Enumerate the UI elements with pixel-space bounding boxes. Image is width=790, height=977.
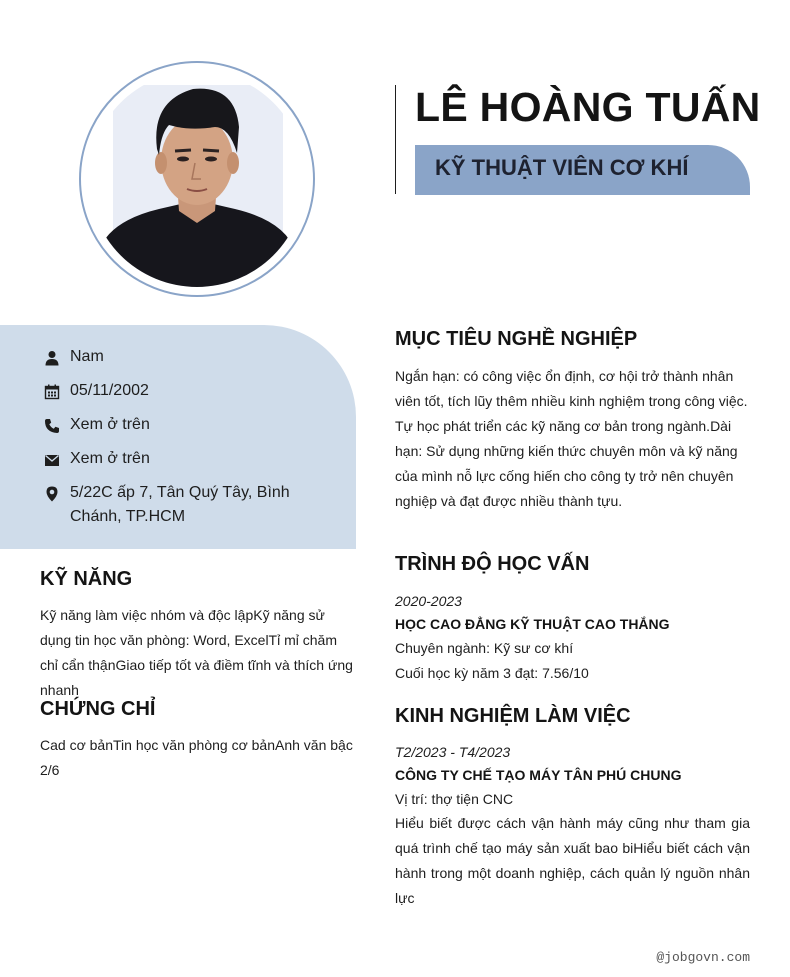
education-result: Cuối học kỳ năm 3 đạt: 7.56/10 [395, 665, 589, 681]
education-heading: TRÌNH ĐỘ HỌC VẤN [395, 553, 590, 575]
profile-photo [89, 71, 305, 287]
location-pin-icon [44, 486, 60, 502]
info-address [44, 484, 310, 529]
phone-value: Xem ở trên [70, 416, 150, 433]
address-value: 5/22C ấp 7, Tân Quý Tây, Bình Chánh, TP.HCM [70, 484, 290, 525]
birthday-value: 05/11/2002 [70, 382, 149, 399]
experience-description: Hiểu biết được cách vận hành máy cũng như tham gia quá trình chế tạo máy sản xuất bao biHiểu biết cách vận hành trong một doanh nghiệp, cách quản lý nguồn nhân lực [395, 815, 750, 906]
experience-position: Vị trí: thợ tiện CNC [395, 791, 514, 807]
certificates-text: Cad cơ bảnTin học văn phòng cơ bảnAnh văn bậc 2/6 [40, 737, 353, 778]
header-divider [395, 85, 396, 194]
person-icon [44, 350, 60, 366]
candidate-name: LÊ HOÀNG TUẤN [415, 84, 761, 130]
experience-heading: KINH NGHIỆM LÀM VIỆC [395, 705, 631, 727]
skills-heading: KỸ NĂNG [40, 568, 133, 590]
info-gender [44, 348, 310, 369]
info-email [44, 450, 310, 471]
certificates-heading: CHỨNG CHỈ [40, 698, 156, 720]
email-value: Xem ở trên [70, 450, 150, 467]
education-major: Chuyên ngành: Kỹ sư cơ khí [395, 640, 574, 656]
objective-text: Ngắn hạn: có công việc ổn định, cơ hội trở thành nhân viên tốt, tích lũy thêm nhiều kinh nghiệm trong công việc. Tự học phát triển các kỹ năng cơ bản trong ngành.Dài hạn: Sử dụng những kiến thức chuyên môn và kỹ năng của mình nỗ lực cống hiến cho công ty trở nên chuyên nghiệp và đạt được nhiều thành tựu. [395, 368, 748, 509]
phone-icon [44, 418, 60, 434]
calendar-icon [44, 384, 60, 400]
email-icon [44, 452, 60, 468]
job-title: KỸ THUẬT VIÊN CƠ KHÍ [435, 155, 689, 180]
education-date: 2020-2023 [395, 593, 462, 609]
profile-photo-illustration [89, 71, 305, 287]
info-phone [44, 416, 310, 437]
watermark: @jobgovn.com [656, 950, 750, 965]
skills-text: Kỹ năng làm việc nhóm và độc lậpKỹ năng sử dụng tin học văn phòng: Word, ExcelTỉ mỉ chăm chỉ cẩn thậnGiao tiếp tốt và điềm tĩnh và thích ứng nhanh [40, 607, 353, 698]
experience-company: CÔNG TY CHẾ TẠO MÁY TÂN PHÚ CHUNG [395, 767, 682, 783]
info-birthday [44, 382, 310, 403]
gender-value: Nam [70, 348, 104, 365]
experience-date: T2/2023 - T4/2023 [395, 744, 511, 760]
education-school: HỌC CAO ĐẲNG KỸ THUẬT CAO THẮNG [395, 616, 670, 632]
objective-heading: MỤC TIÊU NGHỀ NGHIỆP [395, 328, 638, 350]
